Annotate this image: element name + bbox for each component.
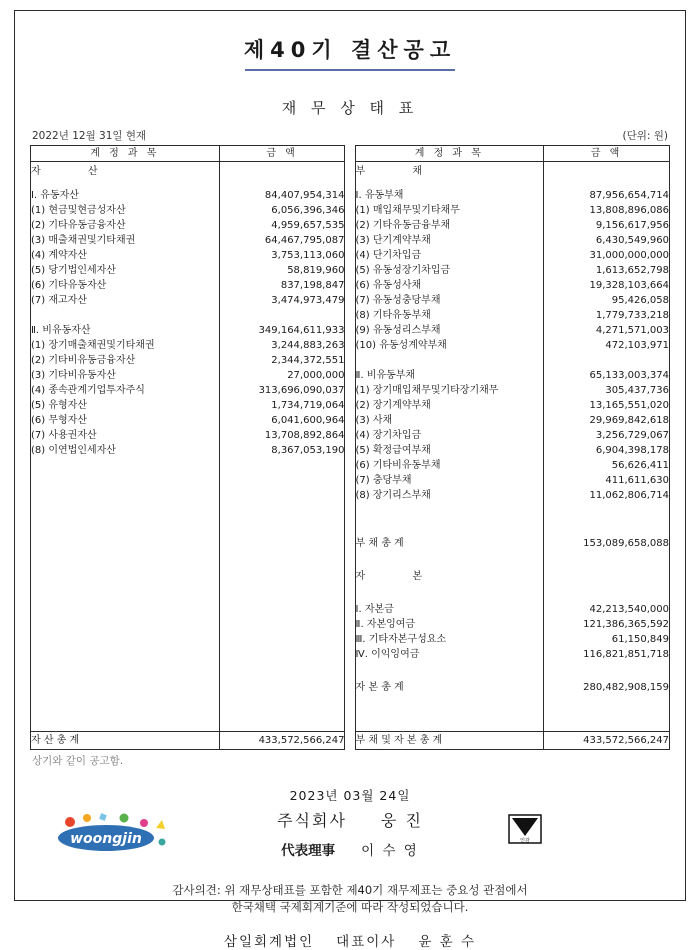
row-amount: 13,708,892,864 bbox=[219, 428, 345, 443]
row-label: Ⅱ. 비유동부채 bbox=[355, 368, 544, 383]
row-label: (6) 무형자산 bbox=[31, 413, 220, 428]
row-label: (7) 유동성충당부채 bbox=[355, 293, 544, 308]
unit-note: (단위: 원) bbox=[622, 130, 668, 142]
row-label: (2) 기타유동금융부채 bbox=[355, 218, 544, 233]
row-amount: 42,213,540,000 bbox=[544, 602, 670, 617]
row-amount: 65,133,003,374 bbox=[544, 368, 670, 383]
row-label: (5) 유동성장기차입금 bbox=[355, 263, 544, 278]
spacer-row bbox=[31, 584, 670, 593]
row-amount: 3,753,113,060 bbox=[219, 248, 345, 263]
table-row bbox=[31, 428, 670, 443]
table-row bbox=[31, 203, 670, 218]
row-label: (1) 매입채무및기타채무 bbox=[355, 203, 544, 218]
row-amount: 472,103,971 bbox=[544, 338, 670, 353]
row-amount: 9,156,617,956 bbox=[544, 218, 670, 233]
representative-name: 이 수 영 bbox=[361, 843, 419, 859]
table-row bbox=[31, 398, 670, 413]
table-row bbox=[31, 278, 670, 293]
corporate-seal-stamp bbox=[508, 814, 542, 844]
auditor-name: 윤 훈 수 bbox=[418, 934, 477, 950]
row-label: (3) 단기계약부채 bbox=[355, 233, 544, 248]
row-amount: 3,474,973,479 bbox=[219, 293, 345, 308]
audit-opinion bbox=[30, 882, 670, 916]
assets-total-label: 자 산 총 계 bbox=[31, 735, 80, 746]
row-label: Ⅱ. 자본잉여금 bbox=[355, 617, 544, 632]
row-amount: 4,271,571,003 bbox=[544, 323, 670, 338]
liabilities-section-title: 부 채 bbox=[355, 166, 445, 177]
row-label: (1) 현금및현금성자산 bbox=[31, 203, 220, 218]
row-amount: 4,959,657,535 bbox=[219, 218, 345, 233]
row-label: (1) 장기매출채권및기타채권 bbox=[31, 338, 220, 353]
row-amount: 95,426,058 bbox=[544, 293, 670, 308]
announcement-date: 2023년 03월 24일 bbox=[289, 788, 411, 803]
row-amount: 13,808,896,086 bbox=[544, 203, 670, 218]
row-amount: 837,198,847 bbox=[219, 278, 345, 293]
table-row bbox=[31, 338, 670, 353]
table-row bbox=[31, 323, 670, 338]
row-label: (5) 확정급여부채 bbox=[355, 443, 544, 458]
statement-subtitle: 재 무 상 태 표 bbox=[281, 99, 419, 117]
table-row bbox=[31, 353, 670, 368]
row-label: Ⅱ. 비유동자산 bbox=[31, 323, 220, 338]
liabilities-total-row bbox=[31, 536, 670, 551]
row-label: (6) 기타비유동부채 bbox=[355, 458, 544, 473]
table-row bbox=[31, 383, 670, 398]
auditor-line bbox=[30, 930, 670, 950]
table-row bbox=[31, 233, 670, 248]
spacer-row bbox=[31, 713, 670, 722]
column-gap bbox=[345, 146, 355, 162]
row-amount: 87,956,654,714 bbox=[544, 188, 670, 203]
spacer-row bbox=[31, 518, 670, 527]
row-amount: 6,041,600,964 bbox=[219, 413, 345, 428]
as-of-date: 2022년 12월 31일 현재 bbox=[32, 130, 147, 142]
equity-total-label: 자 본 총 계 bbox=[355, 680, 544, 695]
auditor-title: 대표이사 bbox=[336, 934, 397, 950]
table-row bbox=[31, 632, 670, 647]
liabilities-total-amount: 153,089,658,088 bbox=[544, 536, 670, 551]
table-row bbox=[31, 368, 670, 383]
equity-section-title: 자 본 bbox=[355, 571, 445, 582]
table-row bbox=[31, 188, 670, 203]
row-label: (7) 충당부채 bbox=[355, 473, 544, 488]
page-title: 제40기 결산공고 bbox=[243, 38, 457, 62]
spacer-row bbox=[31, 551, 670, 560]
row-amount: 27,000,000 bbox=[219, 368, 345, 383]
company-prefix: 주식회사 bbox=[277, 811, 347, 830]
row-label: Ⅲ. 기타자본구성요소 bbox=[355, 632, 544, 647]
row-amount: 6,430,549,960 bbox=[544, 233, 670, 248]
public-notice-text: 상기와 같이 공고함. bbox=[32, 755, 124, 767]
row-amount: 3,256,729,067 bbox=[544, 428, 670, 443]
spacer-row bbox=[31, 704, 670, 713]
row-label: (2) 장기계약부채 bbox=[355, 398, 544, 413]
row-amount: 61,150,849 bbox=[544, 632, 670, 647]
spacer-row bbox=[31, 671, 670, 680]
table-row bbox=[31, 647, 670, 662]
row-amount: 305,437,736 bbox=[544, 383, 670, 398]
row-label: Ⅰ. 유동자산 bbox=[31, 188, 220, 203]
row-amount: 1,613,652,798 bbox=[544, 263, 670, 278]
auditor-firm: 삼일회계법인 bbox=[223, 934, 315, 950]
row-label: (5) 유형자산 bbox=[31, 398, 220, 413]
row-amount: 313,696,090,037 bbox=[219, 383, 345, 398]
row-label: (2) 기타유동금융자산 bbox=[31, 218, 220, 233]
row-amount: 116,821,851,718 bbox=[544, 647, 670, 662]
row-label: (9) 유동성리스부채 bbox=[355, 323, 544, 338]
row-amount: 6,056,396,346 bbox=[219, 203, 345, 218]
spacer-row bbox=[31, 527, 670, 536]
audit-opinion-line-2: 한국채택 국제회계기준에 따라 작성되었습니다. bbox=[231, 900, 469, 914]
table-row bbox=[31, 263, 670, 278]
row-amount: 58,819,960 bbox=[219, 263, 345, 278]
row-label: (4) 계약자산 bbox=[31, 248, 220, 263]
woongjin-logo bbox=[54, 812, 174, 858]
row-label: (8) 이연법인세자산 bbox=[31, 443, 220, 458]
svg-text:woongjin: woongjin bbox=[70, 831, 142, 847]
table-row bbox=[31, 617, 670, 632]
row-amount: 13,165,551,020 bbox=[544, 398, 670, 413]
row-amount: 1,734,719,064 bbox=[219, 398, 345, 413]
liab-equity-total-amount: 433,572,566,247 bbox=[544, 732, 670, 750]
row-label bbox=[355, 353, 544, 368]
row-label: (4) 장기차입금 bbox=[355, 428, 544, 443]
row-label: (3) 기타비유동자산 bbox=[31, 368, 220, 383]
table-row bbox=[31, 413, 670, 428]
signature-row bbox=[30, 808, 670, 870]
table-row bbox=[31, 458, 670, 473]
table-row bbox=[31, 503, 670, 518]
header-right-account: 계 정 과 목 bbox=[355, 146, 544, 162]
table-row bbox=[31, 488, 670, 503]
table-bottom-rule bbox=[31, 750, 670, 751]
table-row bbox=[31, 602, 670, 617]
equity-total-amount: 280,482,908,159 bbox=[544, 680, 670, 695]
header-left-amount: 금 액 bbox=[219, 146, 345, 162]
table-row bbox=[31, 218, 670, 233]
title-underline bbox=[245, 69, 455, 71]
row-amount bbox=[544, 353, 670, 368]
row-amount: 11,062,806,714 bbox=[544, 488, 670, 503]
spacer-row bbox=[31, 662, 670, 671]
spacer-row bbox=[31, 560, 670, 569]
table-row bbox=[31, 473, 670, 488]
row-label: (8) 장기리스부채 bbox=[355, 488, 544, 503]
row-label: (5) 당기법인세자산 bbox=[31, 263, 220, 278]
balance-sheet-table bbox=[30, 145, 670, 750]
spacer-row bbox=[31, 593, 670, 602]
row-label: (6) 기타유동자산 bbox=[31, 278, 220, 293]
row-amount: 349,164,611,933 bbox=[219, 323, 345, 338]
row-label: Ⅰ. 유동부채 bbox=[355, 188, 544, 203]
spacer-row bbox=[31, 722, 670, 732]
row-label: (2) 기타비유동금융자산 bbox=[31, 353, 220, 368]
row-amount: 2,344,372,551 bbox=[219, 353, 345, 368]
row-label: (1) 장기매입채무및기타장기채무 bbox=[355, 383, 544, 398]
representative-title: 代表理事 bbox=[281, 843, 336, 859]
row-label bbox=[31, 308, 220, 323]
equity-total-row bbox=[31, 680, 670, 695]
assets-section-title: 자 산 bbox=[31, 166, 120, 177]
row-label: (10) 유동성계약부채 bbox=[355, 338, 544, 353]
table-row bbox=[31, 443, 670, 458]
row-amount: 1,779,733,218 bbox=[544, 308, 670, 323]
row-label: Ⅳ. 이익잉여금 bbox=[355, 647, 544, 662]
row-label bbox=[355, 503, 544, 518]
row-amount: 64,467,795,087 bbox=[219, 233, 345, 248]
spacer-row bbox=[31, 695, 670, 704]
row-amount: 8,367,053,190 bbox=[219, 443, 345, 458]
svg-text:인감: 인감 bbox=[520, 838, 530, 844]
row-amount: 121,386,365,592 bbox=[544, 617, 670, 632]
table-row bbox=[31, 308, 670, 323]
table-row bbox=[31, 248, 670, 263]
table-row bbox=[31, 293, 670, 308]
row-label: (3) 사채 bbox=[355, 413, 544, 428]
row-amount: 3,244,883,263 bbox=[219, 338, 345, 353]
meta-row bbox=[32, 128, 668, 143]
row-label: (7) 재고자산 bbox=[31, 293, 220, 308]
row-amount: 84,407,954,314 bbox=[219, 188, 345, 203]
row-amount bbox=[544, 503, 670, 518]
row-amount: 31,000,000,000 bbox=[544, 248, 670, 263]
row-label: (4) 단기차입금 bbox=[355, 248, 544, 263]
company-name: 웅 진 bbox=[380, 811, 423, 830]
row-amount: 19,328,103,664 bbox=[544, 278, 670, 293]
row-label: Ⅰ. 자본금 bbox=[355, 602, 544, 617]
row-amount bbox=[219, 308, 345, 323]
row-label: (4) 종속관계기업투자주식 bbox=[31, 383, 220, 398]
row-label: (8) 기타유동부채 bbox=[355, 308, 544, 323]
row-amount: 6,904,398,178 bbox=[544, 443, 670, 458]
table-header-row bbox=[31, 146, 670, 162]
assets-total-amount: 433,572,566,247 bbox=[219, 732, 345, 750]
audit-opinion-line-1: 감사의견: 위 재무상태표를 포함한 제40기 재무제표는 중요성 관점에서 bbox=[172, 883, 528, 897]
row-label: (6) 유동성사채 bbox=[355, 278, 544, 293]
section-title-row bbox=[31, 162, 670, 180]
grand-total-row bbox=[31, 732, 670, 750]
liabilities-total-label: 부 채 총 계 bbox=[355, 536, 544, 551]
row-amount: 29,969,842,618 bbox=[544, 413, 670, 428]
liab-equity-total-label: 부 채 및 자 본 총 계 bbox=[355, 735, 443, 746]
row-amount: 56,626,411 bbox=[544, 458, 670, 473]
row-amount: 411,611,630 bbox=[544, 473, 670, 488]
header-left-account: 계 정 과 목 bbox=[31, 146, 220, 162]
header-right-amount: 금 액 bbox=[544, 146, 670, 162]
row-label: (7) 사용권자산 bbox=[31, 428, 220, 443]
row-label: (3) 매출채권및기타채권 bbox=[31, 233, 220, 248]
equity-header-row bbox=[31, 569, 670, 584]
spacer-row bbox=[31, 179, 670, 188]
